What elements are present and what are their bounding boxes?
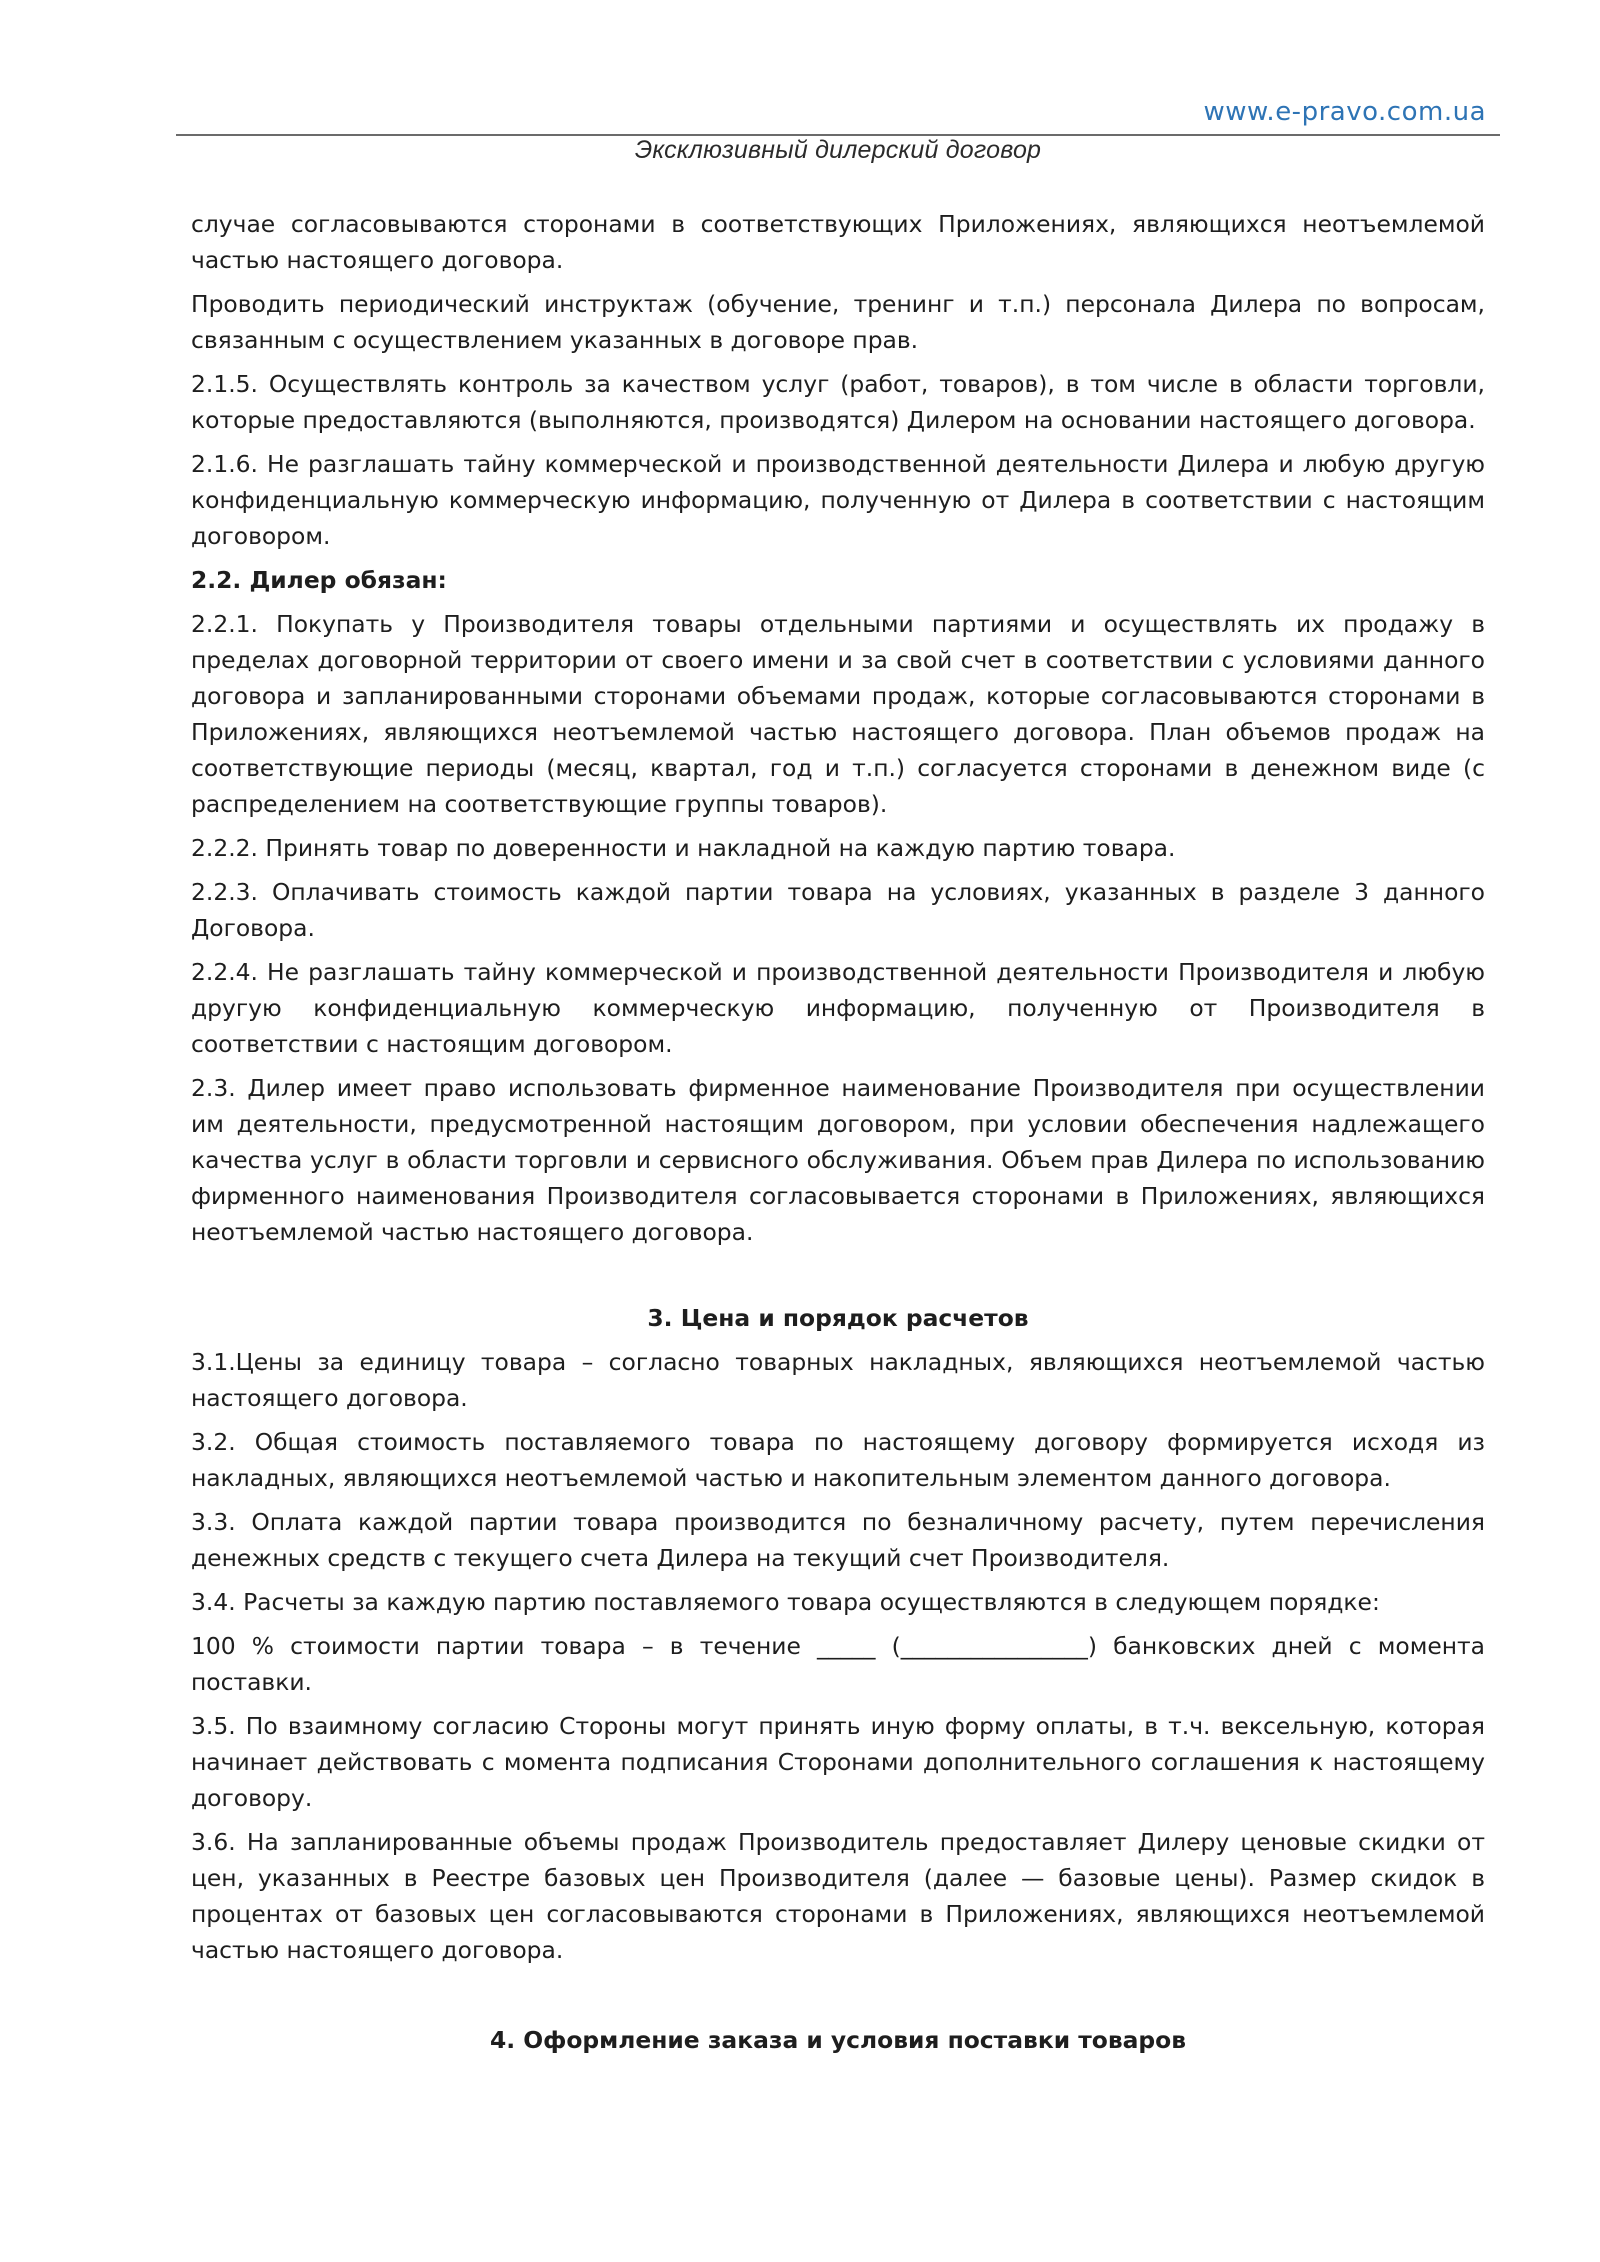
document-body <box>191 206 1485 2066</box>
clause-2-2-3: 2.2.3. Оплачивать стоимость каждой партии товара на условиях, указанных в разделе 3 данного Договора. <box>191 878 1485 942</box>
clause-2-1-6: 2.1.6. Не разглашать тайну коммерческой и производственной деятельности Дилера и любую другую конфиденциальную коммерческую информацию, полученную от Дилера в соответствии с настоящим договором. <box>191 450 1485 550</box>
site-url: www.e-pravo.com.ua <box>1203 97 1486 127</box>
clause-3-2: 3.2. Общая стоимость поставляемого товара по настоящему договору формируется исходя из накладных, являющихся неотъемлемой частью и накопительным элементом данного договора. <box>191 1428 1485 1492</box>
clause-2-3: 2.3. Дилер имеет право использовать фирменное наименование Производителя при осуществлении им деятельности, предусмотренной настоящим договором, при условии обеспечения надлежащего качества услуг в области торговли и сервисного обслуживания. Объем прав Дилера по использованию фирменного наименования Производителя согласовывается сторонами в Приложениях, являющихся неотъемлемой частью настоящего договора. <box>191 1074 1485 1246</box>
clause-3-6: 3.6. На запланированные объемы продаж Производитель предоставляет Дилеру ценовые скидки от цен, указанных в Реестре базовых цен Производителя (далее — базовые цены). Размер скидок в процентах от базовых цен согласовываются сторонами в Приложениях, являющихся неотъемлемой частью настоящего договора. <box>191 1828 1485 1964</box>
paragraph: случае согласовываются сторонами в соответствующих Приложениях, являющихся неотъемлемой частью настоящего договора. <box>191 210 1485 274</box>
clause-2-2-heading: 2.2. Дилер обязан: <box>191 566 447 594</box>
section-3-title: 3. Цена и порядок расчетов <box>647 1304 1029 1332</box>
clause-2-2-4: 2.2.4. Не разглашать тайну коммерческой и производственной деятельности Производителя и любую другую конфиденциальную коммерческую информацию, полученную от Производителя в соответствии с настоящим договором. <box>191 958 1485 1058</box>
clause-2-1-5: 2.1.5. Осуществлять контроль за качеством услуг (работ, товаров), в том числе в области торговли, которые предоставляются (выполняются, производятся) Дилером на основании настоящего договора. <box>191 370 1485 434</box>
clause-3-1: 3.1.Цены за единицу товара – согласно товарных накладных, являющихся неотъемлемой частью настоящего договора. <box>191 1348 1485 1412</box>
document-running-title: Эксклюзивный дилерский договор <box>634 136 1042 164</box>
paragraph: Проводить периодический инструктаж (обучение, тренинг и т.п.) персонала Дилера по вопросам, связанным с осуществлением указанных в договоре прав. <box>191 290 1485 354</box>
clause-3-3: 3.3. Оплата каждой партии товара производится по безналичному расчету, путем перечисления денежных средств с текущего счета Дилера на текущий счет Производителя. <box>191 1508 1485 1572</box>
section-4-title: 4. Оформление заказа и условия поставки товаров <box>489 2026 1187 2054</box>
clause-2-2-1: 2.2.1. Покупать у Производителя товары отдельными партиями и осуществлять их продажу в пределах договорной территории от своего имени и за свой счет в соответствии с условиями данного договора и запланированными сторонами объемами продаж, которые согласовываются сторонами в Приложениях, являющихся неотъемлемой частью настоящего договора. План объемов продаж на соответствующие периоды (месяц, квартал, год и т.п.) согласуется сторонами в денежном виде (с распределением на соответствующие группы товаров). <box>191 610 1485 818</box>
clause-3-5: 3.5. По взаимному согласию Стороны могут принять иную форму оплаты, в т.ч. вексельную, которая начинает действовать с момента подписания Сторонами дополнительного соглашения к настоящему договору. <box>191 1712 1485 1812</box>
clause-3-4: 3.4. Расчеты за каждую партию поставляемого товара осуществляются в следующем порядке: <box>191 1588 1380 1616</box>
payment-terms: 100 % стоимости партии товара – в течение _____ (________________) банковских дней с момента поставки. <box>191 1632 1485 1696</box>
clause-2-2-2: 2.2.2. Принять товар по доверенности и накладной на каждую партию товара. <box>191 834 1176 862</box>
